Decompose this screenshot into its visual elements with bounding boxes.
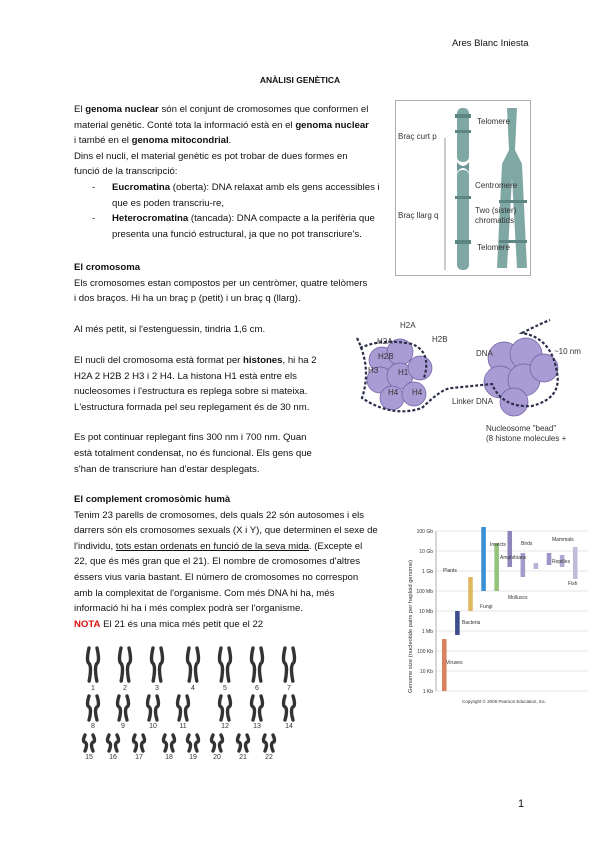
karyotype-number-12: 12: [221, 723, 229, 730]
chromosome-13: [260, 696, 263, 720]
bullet-eucromatina-cont: que es poden transcriu-re,: [112, 197, 224, 209]
intro-line-5: funció de la transcripció:: [74, 166, 178, 178]
chart-label-mammals: Mammals: [552, 537, 574, 543]
chart-tick-label: 10 Mb: [419, 609, 433, 615]
chromosome-7: [292, 648, 295, 682]
label-h4-left: H4: [388, 388, 399, 397]
karyotype-number-6: 6: [255, 685, 259, 692]
karyotype-number-22: 22: [265, 754, 273, 761]
histones-line-4: L'estructura formada pel seu replegament és de 30 nm.: [74, 401, 310, 413]
complement-section: [74, 492, 390, 632]
intro-line-3: i també en el genoma mitocondrial.: [74, 135, 232, 147]
chart-bar-insects: [494, 543, 499, 591]
label-h2b-right: H2B: [432, 335, 448, 344]
label-short-arm: Braç curt p: [398, 132, 437, 141]
karyotype-number-8: 8: [91, 723, 95, 730]
karyotype-number-16: 16: [109, 754, 117, 761]
karyotype-number-1: 1: [91, 685, 95, 692]
chart-tick-label: 10 Gb: [419, 549, 433, 555]
label-bead-1: Nucleosome "bead": [486, 424, 557, 433]
chart-bars: [442, 527, 577, 691]
karyotype-number-17: 17: [135, 754, 143, 761]
genome-size-chart: [402, 515, 594, 705]
chromosome-4: [196, 648, 199, 682]
chromosome-21: [246, 735, 249, 751]
chromosome-2: [120, 648, 123, 682]
section-heading-complement: El complement cromosòmic humà: [74, 494, 231, 505]
karyotype-number-9: 9: [121, 723, 125, 730]
chromosome-11: [186, 696, 189, 720]
label-chromatids-1: Two (sister): [475, 206, 517, 215]
chart-bar-birds: [534, 563, 539, 569]
chromosome-8: [96, 696, 99, 720]
chromosome-14: [284, 696, 287, 720]
chart-y-label: Genome size (nucleotide pairs per haploid genome): [408, 559, 414, 693]
cromosoma-line-3: Al més petit, si l'estenguessin, tindria 1,6 cm.: [74, 323, 266, 335]
chromosome-10: [148, 696, 151, 720]
complement-line-2: darrers són els cromosomes sexuals (X i Y), que determinen el sexe de: [74, 525, 378, 537]
bullet-heterocromatina: - Heterocromatina (tancada): DNA compacte a la perifèria que: [74, 211, 386, 227]
intro-line-1: El genoma nuclear són el conjunt de cromosomes que conformen el: [74, 104, 369, 115]
label-telomere-top: Telomere: [477, 117, 510, 126]
label-bead-2: (8 histone molecules +: [486, 434, 567, 443]
chart-label-fungi: Fungi: [480, 604, 493, 610]
section-heading-cromosoma: El cromosoma: [74, 262, 141, 273]
karyotype-chromosomes: [84, 648, 295, 751]
label-h1: H1: [398, 368, 409, 377]
chart-label-birds: Birds: [521, 541, 533, 547]
chart-tick-labels: [416, 529, 433, 695]
chart-tick-label: 100 Mb: [416, 589, 433, 595]
page-number: 1: [518, 798, 525, 810]
chart-label-plants: Plants: [443, 568, 457, 574]
page-title: ANÀLISI GENÈTICA: [259, 75, 341, 85]
complement-line-7: informació hi ha i més complex podrà ser l'organisme.: [74, 603, 303, 615]
chromosome-9: [126, 696, 129, 720]
chromosome-18: [172, 735, 175, 751]
karyotype-number-5: 5: [223, 685, 227, 692]
karyotype-number-10: 10: [149, 723, 157, 730]
label-dna: DNA: [476, 349, 493, 358]
complement-line-5: éssers vius varia bastant. El número de cromosomes no correspon: [74, 571, 359, 583]
chromosome-17: [142, 735, 145, 751]
complement-line-3: l'individu, tots estan ordenats en funció de la seva mida. (Excepte el: [74, 540, 363, 552]
karyotype-number-2: 2: [123, 685, 127, 692]
chromosome-15: [92, 735, 95, 751]
chromosome-14: [292, 696, 295, 720]
chart-credit: Copyright © 2008 Pearson Education, Inc.: [462, 699, 547, 704]
chromosome-19: [196, 735, 199, 751]
chromosome-diagram: [395, 100, 531, 276]
chart-label-bacteria: Bacteria: [462, 620, 481, 626]
folding-line-1: Es pot continuar replegant fins 300 nm i 700 nm. Quan: [74, 432, 307, 444]
chromosome-3: [160, 648, 163, 682]
chart-label-fish: Fish: [568, 581, 578, 587]
chromosome-6: [260, 648, 263, 682]
chart-label-reptiles: Reptiles: [552, 559, 571, 565]
chromosome-1: [88, 648, 91, 682]
chart-label-amphibians: Amphibians: [500, 555, 527, 561]
label-h2a-left: H2A: [377, 337, 393, 346]
chromosome-18: [164, 735, 167, 751]
chart-bar-fungi: [468, 577, 473, 611]
karyotype-number-7: 7: [287, 685, 291, 692]
chromosome-12: [228, 696, 231, 720]
chart-tick-label: 10 Kb: [419, 669, 433, 675]
histones-paragraph: [74, 353, 364, 477]
chromosome-15: [84, 735, 87, 751]
chart-tick-label: 100 Kb: [417, 649, 433, 655]
chromosome-22: [272, 735, 275, 751]
karyotype-image: [75, 640, 307, 770]
complement-line-4: 22, que és més gran que el 21). El nombre de cromosomes d'altres: [74, 556, 361, 568]
karyotype-number-4: 4: [191, 685, 195, 692]
label-long-arm: Braç llarg q: [398, 211, 439, 220]
chromosome-8: [88, 696, 91, 720]
chromosome-7: [284, 648, 287, 682]
chart-bar-mammals: [547, 553, 552, 565]
chromosome-16: [116, 735, 119, 751]
chromosome-17: [134, 735, 137, 751]
chromosome-4: [188, 648, 191, 682]
intro-line-2: material genètic. Conté tota la informació està en el genoma nuclear: [74, 119, 369, 131]
label-h4-right: H4: [412, 388, 423, 397]
chromosome-20: [212, 735, 215, 751]
chromosome-16: [108, 735, 111, 751]
label-chromatids-2: chromatids: [475, 216, 515, 225]
chromosome-12: [220, 696, 223, 720]
bullet-heterocromatina-cont: presenta una funció estructural, ja que no pot transcriure's.: [112, 228, 362, 240]
intro-line-4: Dins el nucli, el material genètic es pot trobar de dues formes en: [74, 150, 348, 162]
histones-line-2: H2A 2 H2B 2 H3 i 2 H4. La histona H1 està entre els: [74, 370, 297, 382]
histones-line-1: El nucli del cromosoma està format per histones, hi ha 2: [74, 355, 317, 366]
chart-tick-label: 1 Gb: [422, 569, 433, 575]
chromosome-9: [118, 696, 121, 720]
label-h2b-left: H2B: [378, 352, 394, 361]
author-name: Ares Blanc Iniesta: [452, 38, 529, 49]
chromosome-6: [252, 648, 255, 682]
cromosoma-line-1: Els cromosomes estan compostos per un centròmer, quatre telòmers: [74, 277, 368, 289]
karyotype-number-21: 21: [239, 754, 247, 761]
chart-label-insects: Insects: [490, 542, 506, 548]
label-10nm: ~10 nm: [554, 347, 581, 356]
chromosome-22: [264, 735, 267, 751]
complement-line-6: amb la complexitat de l'organisme. Com més DNA hi ha, més: [74, 587, 335, 599]
label-centromere: Centromere: [475, 181, 518, 190]
chart-tick-label: 100 Gb: [416, 529, 433, 535]
label-linker-dna: Linker DNA: [452, 397, 493, 406]
chromosome-5: [228, 648, 231, 682]
karyotype-number-3: 3: [155, 685, 159, 692]
label-h3: H3: [368, 366, 379, 375]
chromosome-5: [220, 648, 223, 682]
chart-label-viruses: Viruses: [446, 660, 463, 666]
chromosome-10: [156, 696, 159, 720]
cromosoma-line-2: i dos braços. Hi ha un braç p (petit) i un braç q (llarg).: [74, 293, 301, 305]
bullet-eucromatina: - Eucromatina (oberta): DNA relaxat amb els gens accessibles i: [74, 180, 386, 196]
karyotype-number-15: 15: [85, 754, 93, 761]
karyotype-number-18: 18: [165, 754, 173, 761]
karyotype-number-20: 20: [213, 754, 221, 761]
chart-bar-bacteria: [455, 611, 460, 635]
karyotype-number-19: 19: [189, 754, 197, 761]
note-line: NOTA El 21 és una mica més petit que el 22: [74, 618, 264, 630]
karyotype-number-14: 14: [285, 723, 293, 730]
chromosome-20: [220, 735, 223, 751]
chromosome-2: [128, 648, 131, 682]
chart-tick-label: 1 Mb: [421, 629, 433, 635]
chromosome-11: [178, 696, 181, 720]
chart-bar-plants: [481, 527, 486, 591]
chromosome-13: [252, 696, 255, 720]
karyotype-number-11: 11: [179, 723, 187, 730]
chart-bar-fish: [573, 547, 578, 579]
karyotype-number-13: 13: [253, 723, 261, 730]
histones-line-3: nucleosomes i l'estructura es replega sobre si mateixa.: [74, 386, 308, 398]
nucleosome-diagram: [352, 318, 592, 448]
intro-section: [74, 102, 386, 242]
chromosome-3: [152, 648, 155, 682]
chart-label-molluscs: Molluscs: [508, 595, 528, 601]
label-telomere-bottom: Telomere: [477, 243, 510, 252]
chart-tick-label: 1 Kb: [422, 689, 433, 695]
complement-line-1: Tenim 23 parells de cromosomes, dels quals 22 són autosomes i els: [74, 509, 365, 521]
folding-line-2: està totalment condensat, no és funcional. Els gens que: [74, 447, 312, 459]
label-h2a-top: H2A: [400, 321, 416, 330]
chromosome-19: [188, 735, 191, 751]
chromosome-21: [238, 735, 241, 751]
folding-line-3: s'han de transcriure han d'estar desplegats.: [74, 463, 260, 475]
chromosome-1: [96, 648, 99, 682]
cromosoma-section: [74, 260, 386, 337]
chart-bar-amphibians: [507, 531, 512, 567]
